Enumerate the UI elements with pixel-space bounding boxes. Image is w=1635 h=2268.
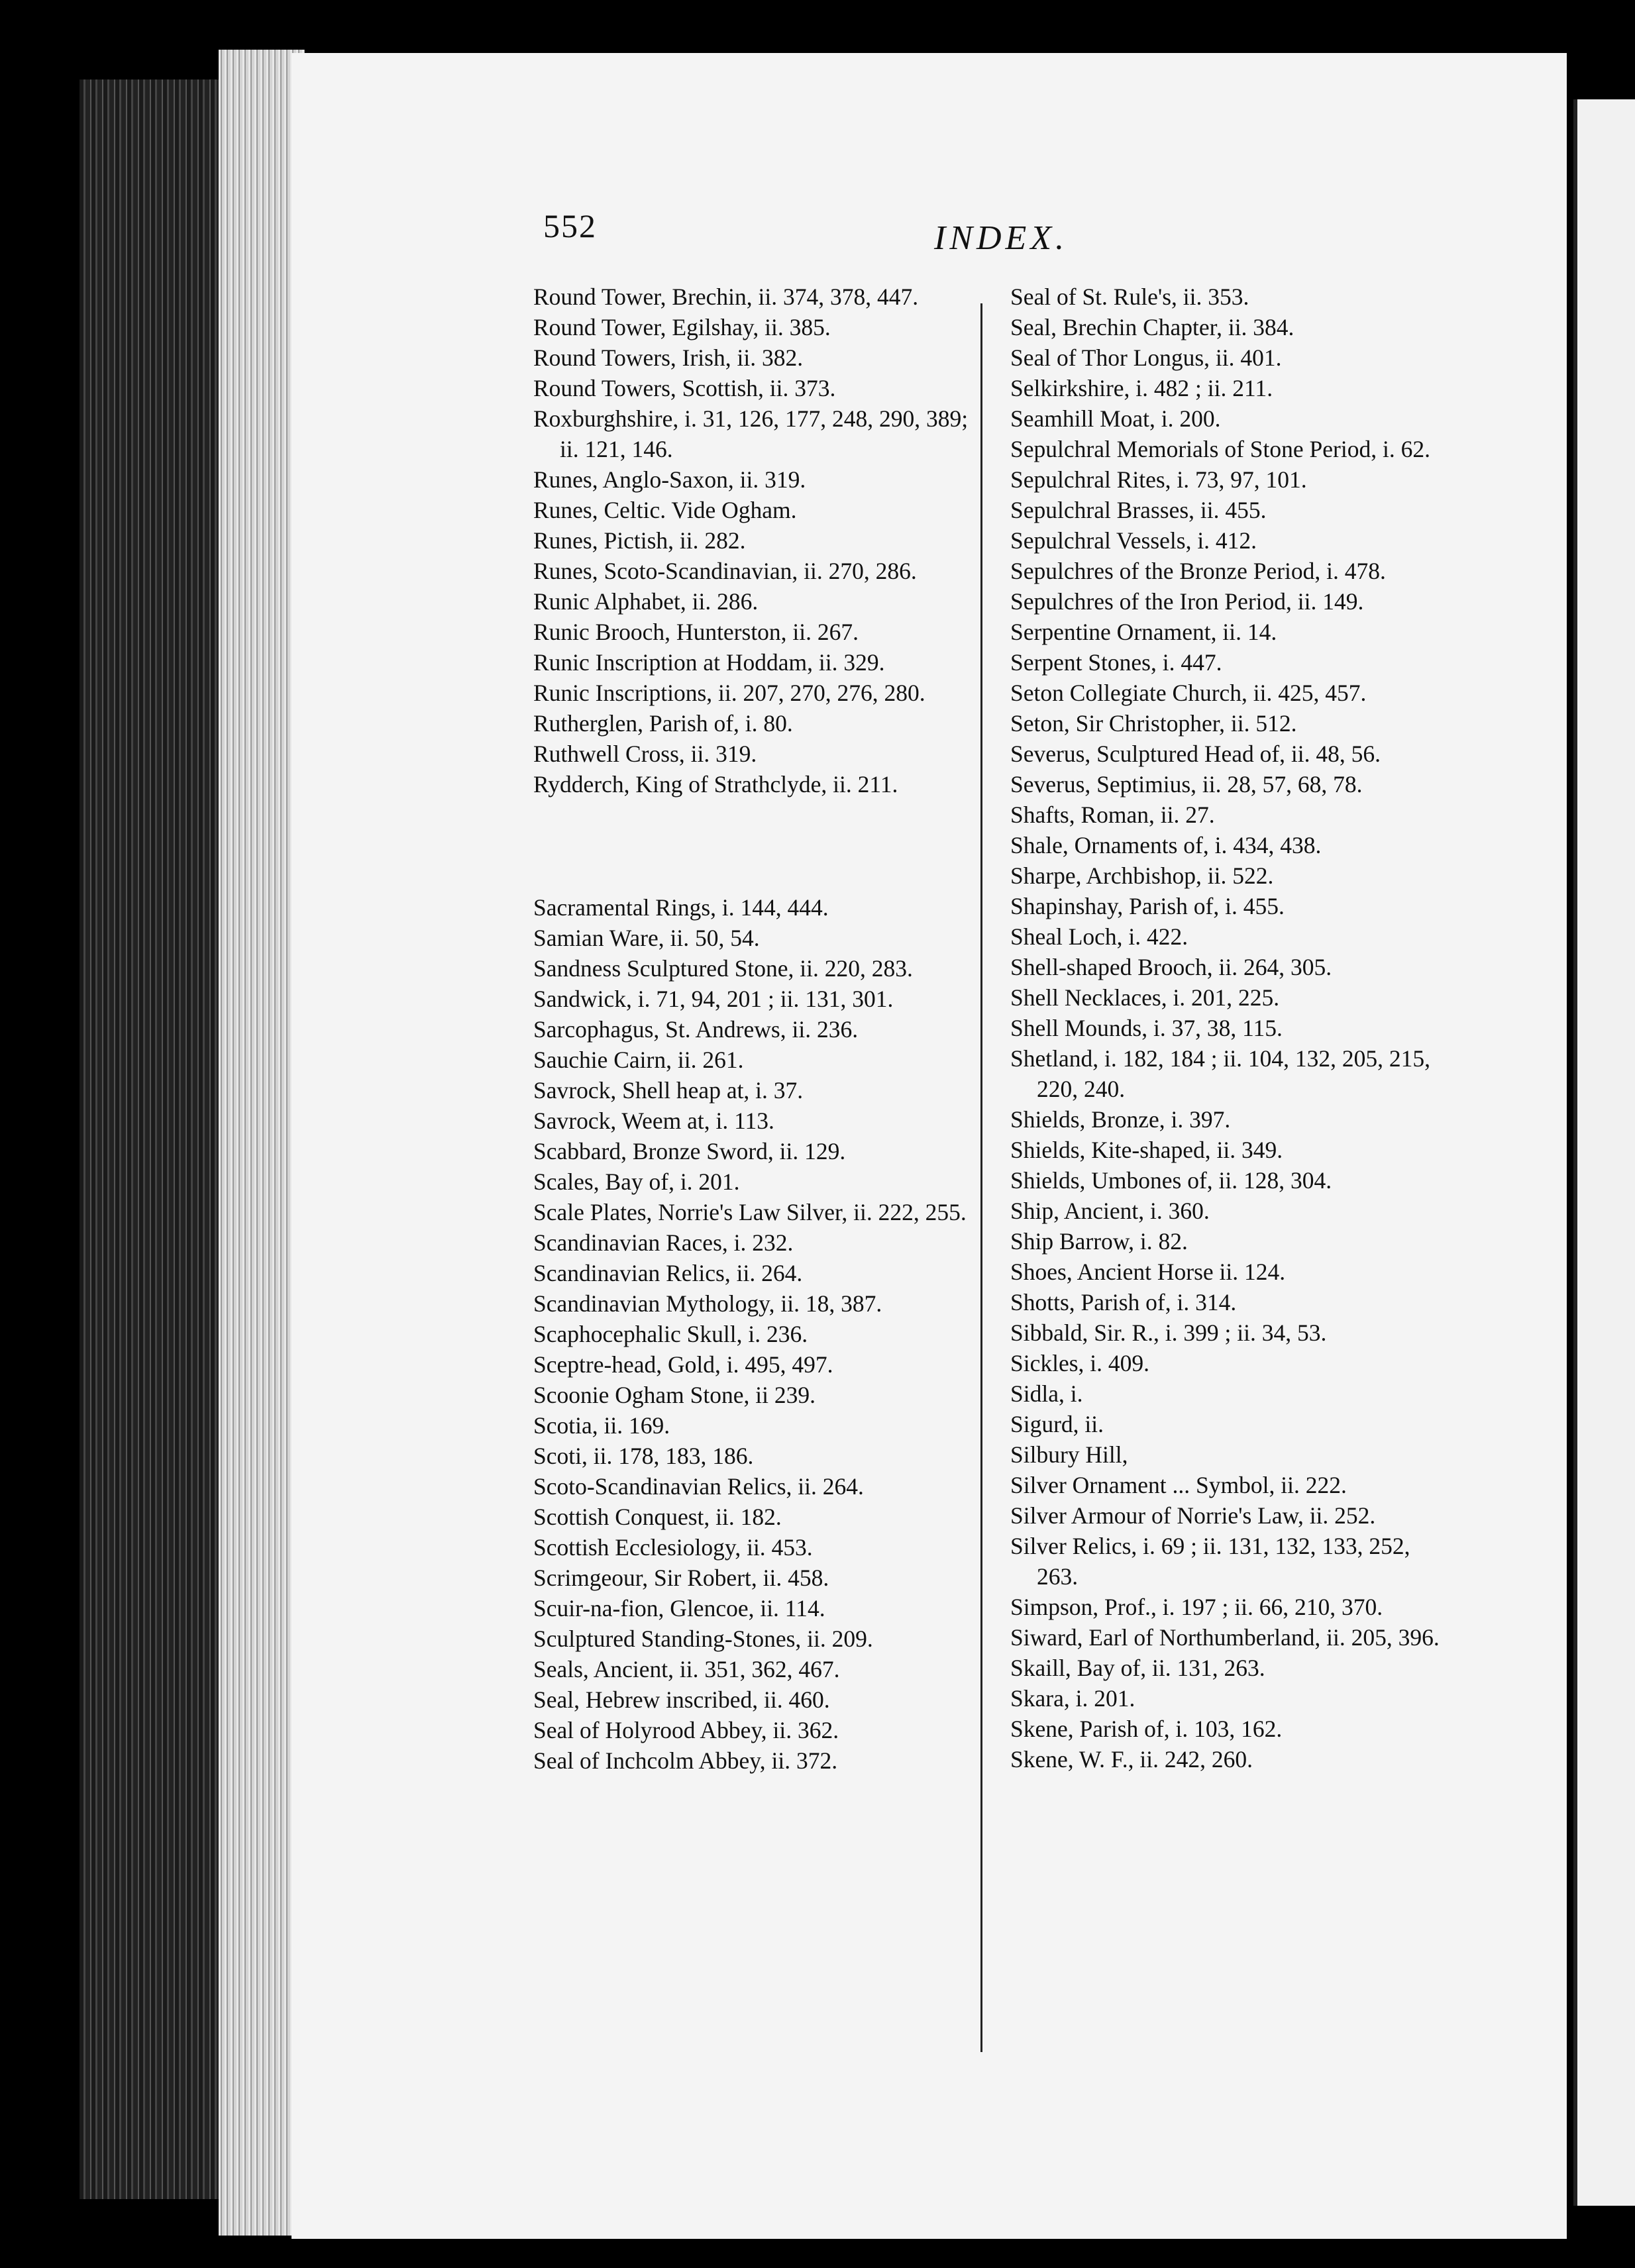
index-entry: Sheal Loch, i. 422. [1010, 923, 1188, 950]
index-entry: Seals, Ancient, ii. 351, 362, 467. [533, 1656, 840, 1682]
index-entry: Sigurd, ii. [1010, 1411, 1104, 1437]
index-entry: Shafts, Roman, ii. 27. [1010, 801, 1215, 828]
index-entry: Scandinavian Relics, ii. 264. [533, 1260, 803, 1286]
index-entry: Ship Barrow, i. 82. [1010, 1228, 1188, 1255]
index-entry: Sandwick, i. 71, 94, 201 ; ii. 131, 301. [533, 986, 894, 1012]
index-entry: Scoti, ii. 178, 183, 186. [533, 1443, 754, 1469]
index-entry: Severus, Septimius, ii. 28, 57, 68, 78. [1010, 771, 1363, 798]
index-entry: Shotts, Parish of, i. 314. [1010, 1289, 1237, 1315]
index-entry: Round Tower, Brechin, ii. 374, 378, 447. [533, 284, 919, 310]
index-entry: Savrock, Shell heap at, i. 37. [533, 1077, 804, 1104]
index-entry: Scabbard, Bronze Sword, ii. 129. [533, 1138, 846, 1164]
index-entry: Scale Plates, Norrie's Law Silver, ii. 222, 255. [533, 1199, 967, 1225]
index-entry: Round Towers, Irish, ii. 382. [533, 344, 804, 371]
index-entry: Sepulchral Memorials of Stone Period, i. 62. [1010, 436, 1430, 462]
index-entry: Skara, i. 201. [1010, 1685, 1135, 1712]
index-entry: Shell Necklaces, i. 201, 225. [1010, 984, 1280, 1011]
index-entry: Seton, Sir Christopher, ii. 512. [1010, 710, 1297, 737]
index-entry: Runic Inscription at Hoddam, ii. 329. [533, 649, 885, 676]
index-entry: Scrimgeour, Sir Robert, ii. 458. [533, 1565, 829, 1591]
index-entry: Severus, Sculptured Head of, ii. 48, 56. [1010, 741, 1381, 767]
index-entry: Ruthwell Cross, ii. 319. [533, 741, 757, 767]
index-entry: Runic Alphabet, ii. 286. [533, 588, 759, 615]
index-entry: Shoes, Ancient Horse ii. 124. [1010, 1259, 1286, 1285]
index-entry: Seamhill Moat, i. 200. [1010, 405, 1221, 432]
index-entry: Seton Collegiate Church, ii. 425, 457. [1010, 680, 1367, 706]
index-entry: Shell-shaped Brooch, ii. 264, 305. [1010, 954, 1332, 980]
index-entry: Scaphocephalic Skull, i. 236. [533, 1321, 808, 1347]
index-entry: Runic Inscriptions, ii. 207, 270, 276, 280. [533, 680, 925, 706]
index-entry: Sacramental Rings, i. 144, 444. [533, 894, 829, 921]
index-entry: Sculptured Standing-Stones, ii. 209. [533, 1625, 873, 1652]
index-entry: Runes, Pictish, ii. 282. [533, 527, 746, 554]
index-entry: Scandinavian Races, i. 232. [533, 1229, 794, 1256]
index-entry: Shale, Ornaments of, i. 434, 438. [1010, 832, 1322, 858]
index-entry: Scales, Bay of, i. 201. [533, 1168, 740, 1195]
index-entry: Runes, Anglo-Saxon, ii. 319. [533, 466, 806, 493]
index-entry: Rutherglen, Parish of, i. 80. [533, 710, 793, 737]
index-entry: Shapinshay, Parish of, i. 455. [1010, 893, 1285, 919]
index-entry: Skaill, Bay of, ii. 131, 263. [1010, 1655, 1265, 1681]
index-entry: Sepulchral Vessels, i. 412. [1010, 527, 1257, 554]
index-entry: Runic Brooch, Hunterston, ii. 267. [533, 619, 859, 645]
index-entry: Rydderch, King of Strathclyde, ii. 211. [533, 771, 898, 798]
column-divider [980, 303, 982, 2052]
index-entry: Round Towers, Scottish, ii. 373. [533, 375, 836, 401]
index-entry: Sharpe, Archbishop, ii. 522. [1010, 862, 1274, 889]
index-entry: Samian Ware, ii. 50, 54. [533, 925, 760, 951]
index-entry: Scuir-na-fion, Glencoe, ii. 114. [533, 1595, 825, 1622]
index-entry: Scotia, ii. 169. [533, 1412, 670, 1439]
index-column-left [533, 282, 977, 1776]
index-entry: Scoonie Ogham Stone, ii 239. [533, 1382, 816, 1408]
index-entry: Shields, Kite-shaped, ii. 349. [1010, 1137, 1283, 1163]
index-entry: Sandness Sculptured Stone, ii. 220, 283. [533, 955, 913, 982]
index-entry: Seal, Hebrew inscribed, ii. 460. [533, 1686, 830, 1713]
index-entry: Seal of Inchcolm Abbey, ii. 372. [533, 1747, 838, 1774]
page-number: 552 [543, 207, 597, 244]
index-entry: Sepulchres of the Iron Period, ii. 149. [1010, 588, 1364, 615]
index-entry: Savrock, Weem at, i. 113. [533, 1108, 774, 1134]
index-entry: Seal of Thor Longus, ii. 401. [1010, 344, 1282, 371]
index-entry: Silver Relics, i. 69 ; ii. 131, 132, 133, 252, 263. [1010, 1533, 1410, 1590]
index-entry: Scottish Ecclesiology, ii. 453. [533, 1534, 813, 1561]
index-entry: Runes, Scoto-Scandinavian, ii. 270, 286. [533, 558, 917, 584]
index-entry: Runes, Celtic. Vide Ogham. [533, 497, 797, 523]
index-entry: Silver Armour of Norrie's Law, ii. 252. [1010, 1502, 1376, 1529]
index-entry: Simpson, Prof., i. 197 ; ii. 66, 210, 370. [1010, 1594, 1383, 1620]
index-entry: Shetland, i. 182, 184 ; ii. 104, 132, 205, 215, 220, 240. [1010, 1045, 1431, 1102]
index-entry: Seal of Holyrood Abbey, ii. 362. [533, 1717, 839, 1743]
index-entry: Sickles, i. 409. [1010, 1350, 1150, 1376]
index-entry: Round Tower, Egilshay, ii. 385. [533, 314, 831, 340]
index-entry: Sepulchres of the Bronze Period, i. 478. [1010, 558, 1386, 584]
index-entry: Skene, W. F., ii. 242, 260. [1010, 1746, 1253, 1773]
index-entry: Ship, Ancient, i. 360. [1010, 1198, 1210, 1224]
index-entry: Siward, Earl of Northumberland, ii. 205, 396. [1010, 1624, 1440, 1651]
index-entry: Scoto-Scandinavian Relics, ii. 264. [533, 1473, 864, 1500]
index-entry: Sepulchral Rites, i. 73, 97, 101. [1010, 466, 1307, 493]
index-entry: Scottish Conquest, ii. 182. [533, 1504, 782, 1530]
index-entry: Roxburghshire, i. 31, 126, 177, 248, 290, 389; ii. 121, 146. [533, 405, 969, 462]
index-entry: Sauchie Cairn, ii. 261. [533, 1047, 744, 1073]
index-entry: Sepulchral Brasses, ii. 455. [1010, 497, 1267, 523]
index-entry: Seal of St. Rule's, ii. 353. [1010, 284, 1249, 310]
index-entry: Serpent Stones, i. 447. [1010, 649, 1222, 676]
index-entry: Shell Mounds, i. 37, 38, 115. [1010, 1015, 1283, 1041]
index-column-right [1010, 282, 1454, 1775]
index-entry: Sceptre-head, Gold, i. 495, 497. [533, 1351, 833, 1378]
index-entry: Skene, Parish of, i. 103, 162. [1010, 1716, 1283, 1742]
facing-page-edge [1573, 99, 1635, 2206]
section-gap [533, 799, 977, 892]
index-entry: Shields, Umbones of, ii. 128, 304. [1010, 1167, 1332, 1194]
index-entry: Seal, Brechin Chapter, ii. 384. [1010, 314, 1294, 340]
index-entry: Selkirkshire, i. 482 ; ii. 211. [1010, 375, 1273, 401]
index-entry: Silbury Hill, [1010, 1441, 1128, 1468]
index-entry: Serpentine Ornament, ii. 14. [1010, 619, 1277, 645]
running-head: INDEX. [934, 219, 1069, 257]
index-entry: Silver Ornament ... Symbol, ii. 222. [1010, 1472, 1347, 1498]
index-entry: Sarcophagus, St. Andrews, ii. 236. [533, 1016, 859, 1043]
index-entry: Sidla, i. [1010, 1380, 1083, 1407]
index-entry: Shields, Bronze, i. 397. [1010, 1106, 1231, 1133]
index-entry: Scandinavian Mythology, ii. 18, 387. [533, 1290, 882, 1317]
index-entry: Sibbald, Sir. R., i. 399 ; ii. 34, 53. [1010, 1319, 1327, 1346]
